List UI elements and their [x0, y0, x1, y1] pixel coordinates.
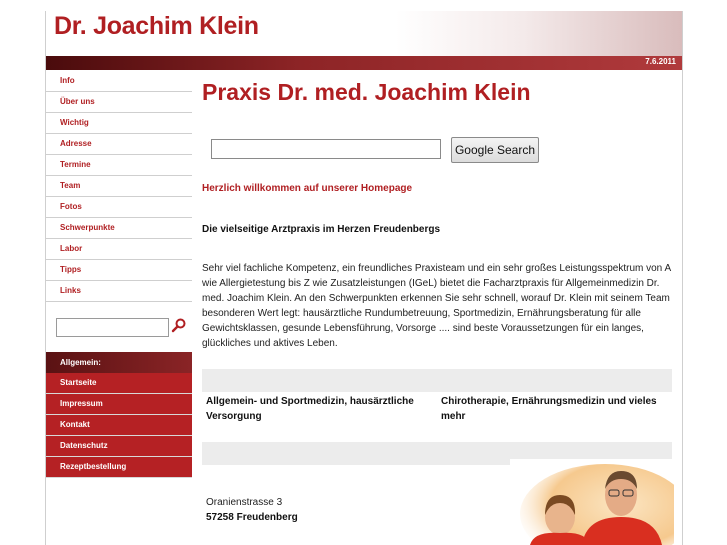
sidebar-nav: [46, 71, 192, 302]
general-links: [46, 373, 192, 478]
page-title: Praxis Dr. med. Joachim Klein: [202, 79, 531, 105]
nav-item-ueber-uns[interactable]: Über uns: [46, 92, 192, 113]
nav-item-schwerpunkte[interactable]: Schwerpunkte: [46, 218, 192, 239]
link-kontakt[interactable]: Kontakt: [46, 415, 192, 436]
address-street: Oranienstrasse 3: [206, 497, 283, 508]
nav-item-termine[interactable]: Termine: [46, 155, 192, 176]
nav-item-links[interactable]: Links: [46, 281, 192, 302]
link-datenschutz[interactable]: Datenschutz: [46, 436, 192, 457]
current-date: 7.6.2011: [645, 57, 676, 66]
intro-subheading: Die vielseitige Arztpraxis im Herzen Freudenbergs: [202, 224, 441, 235]
address-city: 57258 Freudenberg: [206, 512, 298, 523]
link-impressum[interactable]: Impressum: [46, 394, 192, 415]
general-section-heading: Allgemein:: [46, 352, 192, 373]
page-frame: [45, 11, 683, 545]
divider-strip: [202, 369, 672, 392]
feature-column-1: Allgemein- und Sportmedizin, hausärztliche Versorgung: [206, 396, 414, 422]
google-search-input[interactable]: [211, 139, 441, 159]
link-rezeptbestellung[interactable]: Rezeptbestellung: [46, 457, 192, 478]
feature-column-2: Chirotherapie, Ernährungsmedizin und vieles mehr: [441, 396, 657, 422]
intro-paragraph: Sehr viel fachliche Kompetenz, ein freundliches Praxisteam und ein sehr großes Leistungsspektrum von A wie Allergietestung bis Z wie Zusatzleistungen (IGeL) bietet die Facharztpraxis für Allgemeinmedizin Dr. med. Joachim Klein. An den Schwerpunkten erkennen Sie sehr schnell, worauf Dr. Klein mit seinem Team besonderen Wert legt: hausärztliche Rundumbetreuung, Sportmedizin, Ernährungsberatung für alle Gewichtsklassen, gesunde Lebensführung, Vorsorge .... sind beste Voraussetzungen für ein langes, glückliches und aktives Leben.: [202, 263, 671, 349]
welcome-heading: Herzlich willkommen auf unserer Homepage: [202, 183, 413, 194]
team-photo: [510, 459, 674, 545]
main-content: [202, 11, 674, 545]
nav-item-info[interactable]: Info: [46, 71, 192, 92]
nav-item-adresse[interactable]: Adresse: [46, 134, 192, 155]
nav-item-fotos[interactable]: Fotos: [46, 197, 192, 218]
link-startseite[interactable]: Startseite: [46, 373, 192, 394]
search-icon[interactable]: [171, 317, 187, 333]
nav-item-labor[interactable]: Labor: [46, 239, 192, 260]
nav-item-wichtig[interactable]: Wichtig: [46, 113, 192, 134]
sidebar-search-input[interactable]: [56, 318, 169, 337]
site-title[interactable]: Dr. Joachim Klein: [54, 12, 259, 40]
nav-item-team[interactable]: Team: [46, 176, 192, 197]
nav-item-tipps[interactable]: Tipps: [46, 260, 192, 281]
google-search-button[interactable]: Google Search: [451, 137, 539, 163]
